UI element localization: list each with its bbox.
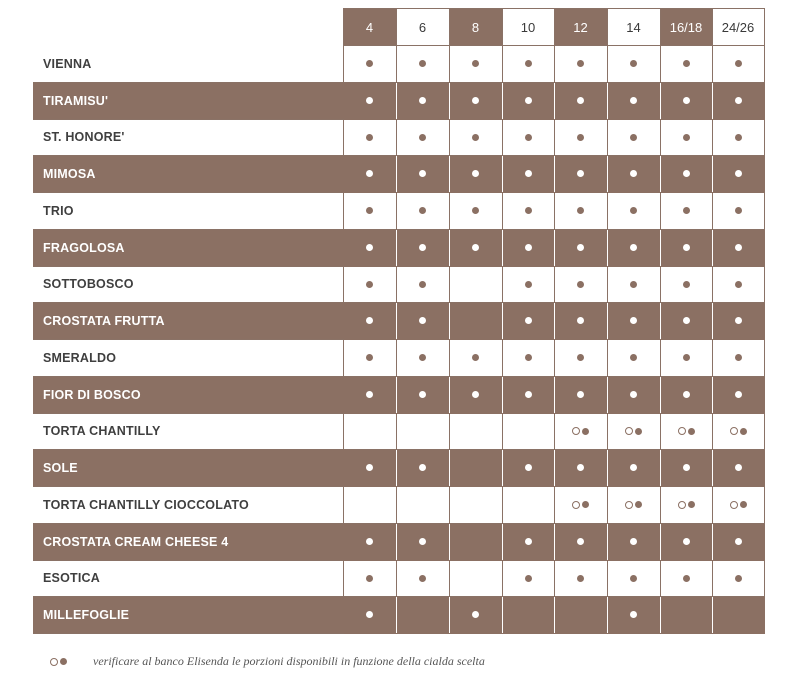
size-header: 8 bbox=[449, 9, 502, 46]
availability-cell bbox=[396, 376, 449, 413]
availability-cell bbox=[502, 229, 554, 266]
product-name: MIMOSA bbox=[33, 156, 343, 193]
available-dot-icon bbox=[366, 354, 373, 361]
available-dot-icon bbox=[735, 391, 742, 398]
availability-cell bbox=[502, 523, 554, 560]
available-dot-icon bbox=[419, 317, 426, 324]
availability-cell bbox=[712, 340, 764, 377]
product-name: CROSTATA CREAM CHEESE 4 bbox=[33, 523, 343, 560]
table-row bbox=[33, 523, 764, 560]
availability-cell bbox=[712, 376, 764, 413]
check-at-counter-icon bbox=[678, 496, 695, 513]
table-row bbox=[33, 119, 764, 156]
availability-cell bbox=[343, 450, 396, 487]
available-dot-icon bbox=[630, 391, 637, 398]
availability-cell bbox=[712, 303, 764, 340]
available-dot-icon bbox=[630, 170, 637, 177]
availability-cell bbox=[502, 82, 554, 119]
available-dot-icon bbox=[525, 97, 532, 104]
available-dot-icon bbox=[525, 281, 532, 288]
availability-cell bbox=[712, 450, 764, 487]
available-dot-icon bbox=[683, 97, 690, 104]
availability-cell bbox=[712, 229, 764, 266]
availability-cell bbox=[502, 376, 554, 413]
available-dot-icon bbox=[366, 575, 373, 582]
available-dot-icon bbox=[419, 244, 426, 251]
availability-cell bbox=[607, 193, 660, 230]
available-dot-icon bbox=[366, 611, 373, 618]
check-at-counter-icon bbox=[625, 422, 642, 439]
available-dot-icon bbox=[525, 317, 532, 324]
availability-cell bbox=[607, 229, 660, 266]
availability-cell bbox=[660, 46, 712, 83]
availability-cell bbox=[396, 450, 449, 487]
availability-cell bbox=[502, 119, 554, 156]
product-name: SOTTOBOSCO bbox=[33, 266, 343, 303]
available-dot-icon bbox=[577, 244, 584, 251]
availability-cell bbox=[712, 82, 764, 119]
availability-cell bbox=[712, 193, 764, 230]
product-name: SOLE bbox=[33, 450, 343, 487]
availability-cell bbox=[712, 523, 764, 560]
availability-cell bbox=[396, 487, 449, 524]
availability-cell bbox=[396, 413, 449, 450]
product-name: CROSTATA FRUTTA bbox=[33, 303, 343, 340]
available-dot-icon bbox=[630, 281, 637, 288]
availability-cell bbox=[502, 560, 554, 597]
table-row bbox=[33, 340, 764, 377]
availability-cell bbox=[660, 266, 712, 303]
available-dot-icon bbox=[630, 611, 637, 618]
availability-cell bbox=[396, 46, 449, 83]
availability-cell bbox=[396, 119, 449, 156]
available-dot-icon bbox=[419, 464, 426, 471]
availability-cell bbox=[712, 156, 764, 193]
availability-cell bbox=[449, 156, 502, 193]
availability-cell bbox=[660, 560, 712, 597]
available-dot-icon bbox=[630, 464, 637, 471]
available-dot-icon bbox=[630, 538, 637, 545]
available-dot-icon bbox=[366, 207, 373, 214]
table-row bbox=[33, 376, 764, 413]
availability-cell bbox=[502, 413, 554, 450]
size-header: 6 bbox=[396, 9, 449, 46]
available-dot-icon bbox=[735, 134, 742, 141]
availability-cell bbox=[660, 303, 712, 340]
availability-cell bbox=[343, 376, 396, 413]
availability-cell bbox=[449, 376, 502, 413]
table-row bbox=[33, 229, 764, 266]
availability-cell bbox=[449, 487, 502, 524]
availability-cell bbox=[660, 340, 712, 377]
availability-cell bbox=[449, 340, 502, 377]
availability-cell bbox=[554, 156, 607, 193]
availability-cell bbox=[396, 303, 449, 340]
available-dot-icon bbox=[419, 170, 426, 177]
availability-cell bbox=[343, 193, 396, 230]
available-dot-icon bbox=[735, 575, 742, 582]
available-dot-icon bbox=[630, 60, 637, 67]
available-dot-icon bbox=[630, 244, 637, 251]
available-dot-icon bbox=[735, 354, 742, 361]
size-header: 10 bbox=[502, 9, 554, 46]
available-dot-icon bbox=[472, 134, 479, 141]
availability-cell bbox=[554, 193, 607, 230]
availability-cell bbox=[502, 266, 554, 303]
available-dot-icon bbox=[419, 538, 426, 545]
availability-cell bbox=[449, 450, 502, 487]
available-dot-icon bbox=[735, 538, 742, 545]
available-dot-icon bbox=[525, 575, 532, 582]
availability-cell bbox=[343, 487, 396, 524]
available-dot-icon bbox=[419, 391, 426, 398]
availability-cell bbox=[449, 303, 502, 340]
product-name: SMERALDO bbox=[33, 340, 343, 377]
table-row bbox=[33, 597, 764, 634]
availability-cell bbox=[554, 340, 607, 377]
available-dot-icon bbox=[525, 244, 532, 251]
availability-cell bbox=[449, 119, 502, 156]
available-dot-icon bbox=[735, 317, 742, 324]
check-at-counter-icon bbox=[572, 422, 589, 439]
available-dot-icon bbox=[577, 317, 584, 324]
availability-cell bbox=[502, 46, 554, 83]
availability-cell bbox=[343, 156, 396, 193]
product-name: VIENNA bbox=[33, 46, 343, 83]
availability-cell bbox=[396, 229, 449, 266]
available-dot-icon bbox=[525, 134, 532, 141]
size-header: 12 bbox=[554, 9, 607, 46]
available-dot-icon bbox=[419, 281, 426, 288]
available-dot-icon bbox=[683, 207, 690, 214]
available-dot-icon bbox=[683, 464, 690, 471]
availability-cell bbox=[660, 597, 712, 634]
check-at-counter-icon bbox=[572, 496, 589, 513]
available-dot-icon bbox=[472, 244, 479, 251]
availability-cell bbox=[607, 156, 660, 193]
check-at-counter-icon bbox=[625, 496, 642, 513]
product-name: TORTA CHANTILLY CIOCCOLATO bbox=[33, 487, 343, 524]
availability-cell bbox=[343, 119, 396, 156]
size-header: 4 bbox=[343, 9, 396, 46]
available-dot-icon bbox=[366, 317, 373, 324]
available-dot-icon bbox=[735, 244, 742, 251]
availability-cell bbox=[343, 597, 396, 634]
available-dot-icon bbox=[577, 464, 584, 471]
available-dot-icon bbox=[735, 60, 742, 67]
available-dot-icon bbox=[366, 134, 373, 141]
availability-cell bbox=[343, 523, 396, 560]
availability-cell bbox=[449, 266, 502, 303]
availability-cell bbox=[343, 266, 396, 303]
availability-cell bbox=[343, 46, 396, 83]
available-dot-icon bbox=[419, 60, 426, 67]
availability-cell bbox=[607, 119, 660, 156]
availability-cell bbox=[502, 450, 554, 487]
check-at-counter-icon bbox=[730, 496, 747, 513]
available-dot-icon bbox=[525, 207, 532, 214]
availability-cell bbox=[607, 46, 660, 83]
availability-cell bbox=[343, 229, 396, 266]
availability-cell bbox=[554, 560, 607, 597]
available-dot-icon bbox=[577, 170, 584, 177]
available-dot-icon bbox=[419, 97, 426, 104]
availability-cell bbox=[660, 193, 712, 230]
available-dot-icon bbox=[525, 538, 532, 545]
available-dot-icon bbox=[683, 575, 690, 582]
available-dot-icon bbox=[577, 538, 584, 545]
table-row bbox=[33, 560, 764, 597]
available-dot-icon bbox=[630, 575, 637, 582]
availability-cell bbox=[607, 413, 660, 450]
availability-cell bbox=[607, 560, 660, 597]
availability-cell bbox=[502, 340, 554, 377]
availability-cell bbox=[449, 193, 502, 230]
availability-cell bbox=[607, 82, 660, 119]
table-row bbox=[33, 266, 764, 303]
available-dot-icon bbox=[577, 281, 584, 288]
legend-symbol-icon bbox=[50, 658, 67, 666]
availability-cell bbox=[660, 82, 712, 119]
available-dot-icon bbox=[577, 575, 584, 582]
available-dot-icon bbox=[472, 60, 479, 67]
availability-cell bbox=[449, 413, 502, 450]
available-dot-icon bbox=[472, 170, 479, 177]
available-dot-icon bbox=[366, 391, 373, 398]
availability-cell bbox=[396, 340, 449, 377]
available-dot-icon bbox=[630, 97, 637, 104]
available-dot-icon bbox=[630, 354, 637, 361]
available-dot-icon bbox=[683, 538, 690, 545]
availability-cell bbox=[449, 597, 502, 634]
table-row bbox=[33, 193, 764, 230]
available-dot-icon bbox=[683, 281, 690, 288]
table-row bbox=[33, 156, 764, 193]
availability-cell bbox=[396, 193, 449, 230]
available-dot-icon bbox=[735, 170, 742, 177]
availability-cell bbox=[343, 340, 396, 377]
available-dot-icon bbox=[472, 207, 479, 214]
product-name: TIRAMISU' bbox=[33, 82, 343, 119]
availability-cell bbox=[712, 413, 764, 450]
availability-cell bbox=[660, 119, 712, 156]
available-dot-icon bbox=[366, 170, 373, 177]
legend bbox=[50, 654, 485, 669]
availability-cell bbox=[396, 82, 449, 119]
available-dot-icon bbox=[630, 134, 637, 141]
check-at-counter-icon bbox=[678, 422, 695, 439]
availability-cell bbox=[554, 303, 607, 340]
available-dot-icon bbox=[525, 354, 532, 361]
table-row bbox=[33, 450, 764, 487]
product-name: FRAGOLOSA bbox=[33, 229, 343, 266]
availability-cell bbox=[607, 450, 660, 487]
availability-cell bbox=[660, 413, 712, 450]
available-dot-icon bbox=[366, 538, 373, 545]
table-body bbox=[33, 46, 764, 634]
availability-cell bbox=[396, 523, 449, 560]
availability-cell bbox=[343, 413, 396, 450]
availability-cell bbox=[554, 523, 607, 560]
available-dot-icon bbox=[735, 97, 742, 104]
availability-cell bbox=[607, 597, 660, 634]
availability-cell bbox=[502, 156, 554, 193]
product-name: TORTA CHANTILLY bbox=[33, 413, 343, 450]
check-at-counter-icon bbox=[730, 422, 747, 439]
available-dot-icon bbox=[525, 464, 532, 471]
availability-cell bbox=[607, 523, 660, 560]
product-name: MILLEFOGLIE bbox=[33, 597, 343, 634]
available-dot-icon bbox=[366, 281, 373, 288]
product-name: ST. HONORE' bbox=[33, 119, 343, 156]
availability-cell bbox=[712, 597, 764, 634]
availability-cell bbox=[396, 597, 449, 634]
availability-cell bbox=[502, 193, 554, 230]
table-row bbox=[33, 303, 764, 340]
availability-cell bbox=[449, 229, 502, 266]
available-dot-icon bbox=[735, 281, 742, 288]
availability-cell bbox=[449, 523, 502, 560]
available-dot-icon bbox=[525, 391, 532, 398]
availability-cell bbox=[554, 413, 607, 450]
available-dot-icon bbox=[577, 134, 584, 141]
available-dot-icon bbox=[419, 134, 426, 141]
size-header: 16/18 bbox=[660, 9, 712, 46]
availability-cell bbox=[607, 487, 660, 524]
available-dot-icon bbox=[683, 244, 690, 251]
availability-cell bbox=[502, 303, 554, 340]
available-dot-icon bbox=[472, 97, 479, 104]
availability-cell bbox=[343, 82, 396, 119]
available-dot-icon bbox=[735, 207, 742, 214]
availability-cell bbox=[554, 229, 607, 266]
availability-cell bbox=[660, 450, 712, 487]
available-dot-icon bbox=[577, 207, 584, 214]
available-dot-icon bbox=[683, 170, 690, 177]
available-dot-icon bbox=[735, 464, 742, 471]
availability-cell bbox=[554, 266, 607, 303]
availability-cell bbox=[554, 450, 607, 487]
availability-cell bbox=[554, 119, 607, 156]
available-dot-icon bbox=[577, 354, 584, 361]
table-row bbox=[33, 82, 764, 119]
availability-cell bbox=[712, 560, 764, 597]
availability-cell bbox=[554, 487, 607, 524]
availability-cell bbox=[449, 46, 502, 83]
availability-cell bbox=[554, 597, 607, 634]
availability-cell bbox=[396, 560, 449, 597]
availability-cell bbox=[660, 376, 712, 413]
available-dot-icon bbox=[577, 60, 584, 67]
portion-table bbox=[33, 8, 765, 634]
product-name: TRIO bbox=[33, 193, 343, 230]
available-dot-icon bbox=[472, 354, 479, 361]
availability-cell bbox=[449, 82, 502, 119]
available-dot-icon bbox=[419, 207, 426, 214]
availability-cell bbox=[712, 487, 764, 524]
availability-cell bbox=[660, 523, 712, 560]
availability-cell bbox=[712, 46, 764, 83]
availability-cell bbox=[449, 560, 502, 597]
available-dot-icon bbox=[683, 60, 690, 67]
availability-cell bbox=[554, 376, 607, 413]
availability-cell bbox=[343, 303, 396, 340]
available-dot-icon bbox=[683, 354, 690, 361]
legend-text: verificare al banco Elisenda le porzioni disponibili in funzione della cialda scelta bbox=[93, 654, 485, 668]
available-dot-icon bbox=[683, 134, 690, 141]
availability-cell bbox=[554, 46, 607, 83]
product-name: ESOTICA bbox=[33, 560, 343, 597]
available-dot-icon bbox=[525, 170, 532, 177]
availability-cell bbox=[660, 487, 712, 524]
availability-cell bbox=[607, 303, 660, 340]
header-row bbox=[33, 9, 764, 46]
availability-cell bbox=[502, 487, 554, 524]
availability-cell bbox=[660, 229, 712, 266]
availability-cell bbox=[712, 266, 764, 303]
size-header: 14 bbox=[607, 9, 660, 46]
size-header: 24/26 bbox=[712, 9, 764, 46]
available-dot-icon bbox=[366, 97, 373, 104]
available-dot-icon bbox=[577, 97, 584, 104]
available-dot-icon bbox=[419, 354, 426, 361]
product-name: FIOR DI BOSCO bbox=[33, 376, 343, 413]
table-row bbox=[33, 46, 764, 83]
available-dot-icon bbox=[683, 317, 690, 324]
availability-cell bbox=[712, 119, 764, 156]
available-dot-icon bbox=[525, 60, 532, 67]
available-dot-icon bbox=[366, 464, 373, 471]
available-dot-icon bbox=[630, 207, 637, 214]
available-dot-icon bbox=[419, 575, 426, 582]
available-dot-icon bbox=[472, 611, 479, 618]
availability-cell bbox=[607, 266, 660, 303]
header-blank bbox=[33, 9, 343, 46]
availability-cell bbox=[343, 560, 396, 597]
availability-cell bbox=[660, 156, 712, 193]
availability-cell bbox=[396, 266, 449, 303]
available-dot-icon bbox=[577, 391, 584, 398]
available-dot-icon bbox=[683, 391, 690, 398]
available-dot-icon bbox=[366, 60, 373, 67]
availability-cell bbox=[502, 597, 554, 634]
available-dot-icon bbox=[630, 317, 637, 324]
available-dot-icon bbox=[366, 244, 373, 251]
availability-cell bbox=[607, 376, 660, 413]
table-row bbox=[33, 487, 764, 524]
availability-cell bbox=[607, 340, 660, 377]
available-dot-icon bbox=[472, 391, 479, 398]
table-row bbox=[33, 413, 764, 450]
availability-cell bbox=[554, 82, 607, 119]
availability-cell bbox=[396, 156, 449, 193]
